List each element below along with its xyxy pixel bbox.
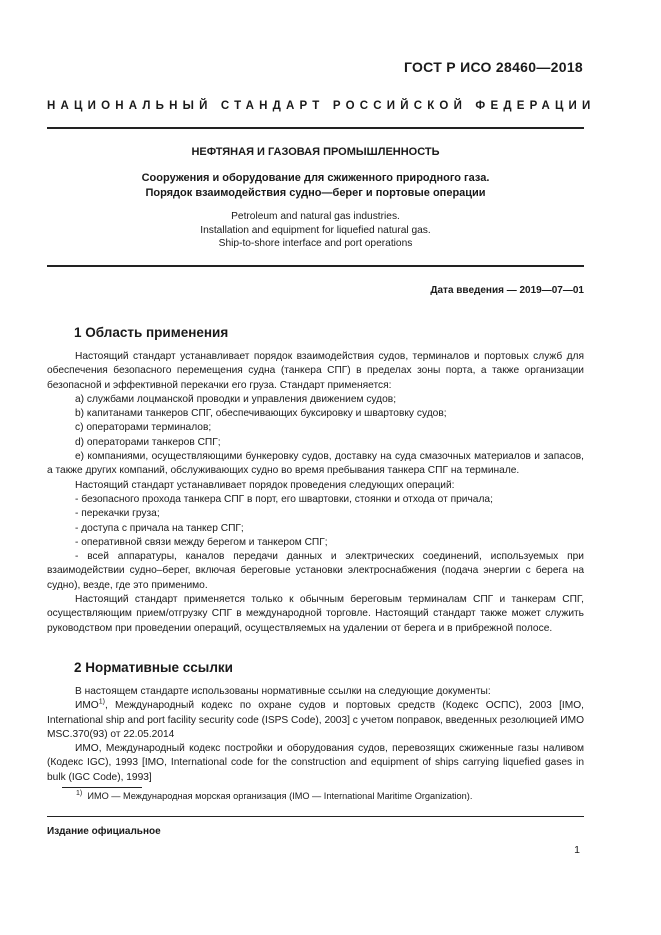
document-subtitle [47, 171, 584, 201]
reference-1 [47, 699, 584, 742]
introduction-date: Дата введения — 2019—07—01 [430, 285, 584, 296]
document-title: НЕФТЯНАЯ И ГАЗОВАЯ ПРОМЫШЛЕННОСТЬ [191, 146, 440, 158]
section-2-heading: 2 Нормативные ссылки [74, 660, 233, 675]
footnote-reference-mark[interactable]: 1) [98, 698, 105, 706]
title-divider [47, 265, 584, 267]
dash-item-1: - безопасного прохода танкера СПГ в порт, его швартовки, стоянки и отхода от причала; [75, 493, 493, 505]
list-item-e: e) компаниями, осуществляющими бункеровку судов, доставку на суда смазочных материалов и запасов, а также других компаний, обслуживающих судно во время пребывания танкера СПГ на терминале. [47, 451, 584, 477]
english-title-line-1: Petroleum and natural gas industries. [231, 211, 400, 222]
reference-2: ИМО, Международный кодекс постройки и оборудования судов, перевозящих сжиженные газы наливом (Кодекс IGC), 1993 [IMO, International code for the construction and equipment of ships carrying liquefied gases in bulk (IGC Code), 1993] [47, 743, 584, 783]
section-2-body [47, 685, 584, 785]
footnote [76, 791, 472, 801]
reference-1-org: ИМО [75, 700, 99, 712]
footnote-mark: 1) [76, 789, 83, 797]
section-1-body [47, 350, 584, 636]
dash-item-2: - перекачки груза; [75, 508, 160, 520]
footnote-separator [62, 787, 142, 788]
english-title [47, 210, 584, 251]
subtitle-line-2: Порядок взаимодействия судно—берег и портовые операции [145, 187, 486, 199]
section-1-paragraph-1: Настоящий стандарт устанавливает порядок взаимодействия судов, терминалов и портовых служб для обеспечения безопасного перемещения судна (танкера СПГ) в пределах зоны порта, а также организации безопасной и эффективной перекачки его груза. Стандарт применяется: [47, 351, 584, 391]
section-1-paragraph-2: Настоящий стандарт устанавливает порядок проведения следующих операций: [75, 479, 455, 491]
subtitle-line-1: Сооружения и оборудование для сжиженного природного газа. [141, 172, 490, 184]
dash-item-5: - всей аппаратуры, каналов передачи данных и электрических соединений, используемых при взаимодействии судно–берег, включая береговые установки электроснабжения (подача энергии с берега на судно), везде, где это применимо. [47, 551, 584, 591]
list-item-d: d) операторами танкеров СПГ; [75, 436, 221, 448]
page-number: 1 [574, 844, 580, 856]
section-2-paragraph-1: В настоящем стандарте использованы нормативные ссылки на следующие документы: [75, 686, 491, 697]
footnote-text: ИМО — Международная морская организация (IMO — International Maritime Organization). [87, 791, 473, 801]
english-title-line-3: Ship-to-shore interface and port operations [218, 238, 413, 249]
top-divider [47, 127, 584, 129]
dash-item-3: - доступа с причала на танкер СПГ; [75, 522, 244, 534]
list-item-a: a) службами лоцманской проводки и управления движением судов; [75, 393, 397, 405]
list-item-c: c) операторами терминалов; [75, 422, 212, 434]
standard-number: ГОСТ Р ИСО 28460—2018 [403, 59, 583, 75]
list-item-b: b) капитанами танкеров СПГ, обеспечивающих буксировку и швартовку судов; [75, 408, 447, 420]
dash-item-4: - оперативной связи между берегом и танкером СПГ; [75, 536, 328, 548]
english-title-line-2: Installation and equipment for liquefied natural gas. [200, 224, 431, 236]
official-edition-label: Издание официальное [47, 826, 161, 837]
footer-divider [47, 816, 584, 817]
national-standard-banner: НАЦИОНАЛЬНЫЙ СТАНДАРТ РОССИЙСКОЙ ФЕДЕРАЦИИ [47, 100, 596, 112]
reference-1-text: , Международный кодекс по охране судов и портовых средств (Кодекс ОСПС), 2003 [IMO, International ship and port facility security code (ISPS Code), 2003] с учетом поправок, введенных резолюцией ИМО MSC.370(93) от 22.05.2014 [47, 700, 585, 740]
section-1-paragraph-3: Настоящий стандарт применяется только к обычным береговым терминалам СПГ и танкерам СПГ, осуществляющим прием/отгрузку СПГ в международной торговле. Настоящий стандарт также может служить руководством при проведении операций, осуществляемых на удалении от берега и в прибрежной полосе. [47, 594, 584, 634]
section-1-heading: 1 Область применения [74, 325, 229, 340]
